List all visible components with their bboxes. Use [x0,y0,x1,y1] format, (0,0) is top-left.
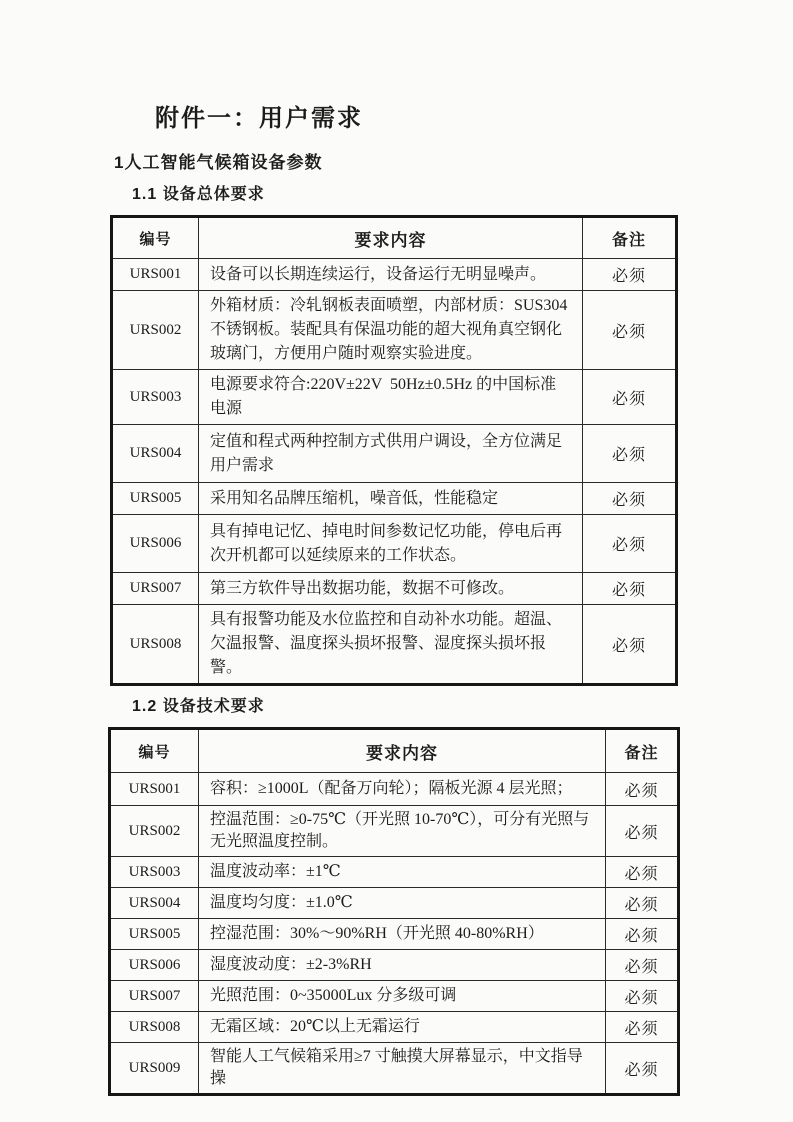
column-header-id: 编号 [110,729,199,773]
table-row [110,806,679,857]
table-row [110,1012,679,1043]
row-content-cell: 采用知名品牌压缩机，噪音低，性能稳定 [199,483,583,515]
row-id-cell: URS007 [112,573,199,605]
table-row [112,515,677,573]
row-content-cell: 具有报警功能及水位监控和自动补水功能。超温、欠温报警、温度探头损坏报警、湿度探头损坏报警。 [199,605,583,685]
row-id-cell: URS008 [110,1012,199,1043]
table-row [112,605,677,685]
row-note-cell: 必须 [606,1043,679,1095]
row-content-cell: 控湿范围：30%～90%RH（开光照 40-80%RH） [199,919,606,950]
section-1-1-heading: 1.1 设备总体要求 [132,186,265,203]
row-id-cell: URS001 [110,773,199,806]
row-note-cell: 必须 [583,515,677,573]
general-requirements-table [110,215,678,686]
row-note-cell: 必须 [606,950,679,981]
row-content-cell: 第三方软件导出数据功能，数据不可修改。 [199,573,583,605]
table-row [112,425,677,483]
row-id-cell: URS003 [112,370,199,425]
row-note-cell: 必须 [606,919,679,950]
row-content-cell: 定值和程式两种控制方式供用户调设，全方位满足用户需求 [199,425,583,483]
row-content-cell: 温度均匀度：±1.0℃ [199,888,606,919]
column-header-note: 备注 [583,217,677,259]
row-note-cell: 必须 [583,259,677,291]
row-id-cell: URS003 [110,857,199,888]
page-title: 附件一：用户需求 [155,105,363,132]
row-note-cell: 必须 [583,573,677,605]
row-content-cell: 智能人工气候箱采用≥7 寸触摸大屏幕显示，中文指导操 [199,1043,606,1095]
table-row [110,888,679,919]
row-content-cell: 光照范围：0~35000Lux 分多级可调 [199,981,606,1012]
row-id-cell: URS005 [110,919,199,950]
row-note-cell: 必须 [606,857,679,888]
row-content-cell: 电源要求符合:220V±22V 50Hz±0.5Hz 的中国标准电源 [199,370,583,425]
table-row [112,291,677,370]
table-row [110,981,679,1012]
table-row [110,857,679,888]
table-row [112,259,677,291]
row-content-cell: 容积：≥1000L（配备万向轮）；隔板光源 4 层光照； [199,773,606,806]
table-row [112,370,677,425]
row-id-cell: URS005 [112,483,199,515]
row-note-cell: 必须 [606,806,679,857]
row-note-cell: 必须 [583,425,677,483]
row-content-cell: 无霜区域：20℃以上无霜运行 [199,1012,606,1043]
column-header-content: 要求内容 [199,217,583,259]
section-1-2-heading: 1.2 设备技术要求 [132,698,265,715]
technical-requirements-table [108,727,680,1096]
table-row [110,950,679,981]
table-row [110,1043,679,1095]
table-row [110,919,679,950]
row-note-cell: 必须 [583,483,677,515]
column-header-content: 要求内容 [199,729,606,773]
row-content-cell: 湿度波动度：±2-3%RH [199,950,606,981]
row-note-cell: 必须 [583,605,677,685]
row-id-cell: URS004 [110,888,199,919]
row-id-cell: URS006 [112,515,199,573]
row-id-cell: URS008 [112,605,199,685]
row-note-cell: 必须 [606,888,679,919]
row-id-cell: URS001 [112,259,199,291]
row-id-cell: URS004 [112,425,199,483]
table-header-row [112,217,677,259]
table-row [112,573,677,605]
row-id-cell: URS002 [110,806,199,857]
table-row [110,773,679,806]
row-content-cell: 设备可以长期连续运行，设备运行无明显噪声。 [199,259,583,291]
row-id-cell: URS002 [112,291,199,370]
row-content-cell: 具有掉电记忆、掉电时间参数记忆功能，停电后再次开机都可以延续原来的工作状态。 [199,515,583,573]
row-id-cell: URS009 [110,1043,199,1095]
row-id-cell: URS006 [110,950,199,981]
row-note-cell: 必须 [606,1012,679,1043]
row-content-cell: 外箱材质：冷轧钢板表面喷塑，内部材质：SUS304不锈钢板。装配具有保温功能的超大视角真空钢化玻璃门，方便用户随时观察实验进度。 [199,291,583,370]
column-header-id: 编号 [112,217,199,259]
row-note-cell: 必须 [606,981,679,1012]
table-header-row [110,729,679,773]
row-id-cell: URS007 [110,981,199,1012]
section-1-heading: 1人工智能气候箱设备参数 [114,153,323,172]
row-note-cell: 必须 [583,370,677,425]
row-note-cell: 必须 [583,291,677,370]
row-content-cell: 温度波动率：±1℃ [199,857,606,888]
table-row [112,483,677,515]
row-note-cell: 必须 [606,773,679,806]
row-content-cell: 控温范围：≥0-75℃（开光照 10-70℃），可分有光照与无光照温度控制。 [199,806,606,857]
column-header-note: 备注 [606,729,679,773]
